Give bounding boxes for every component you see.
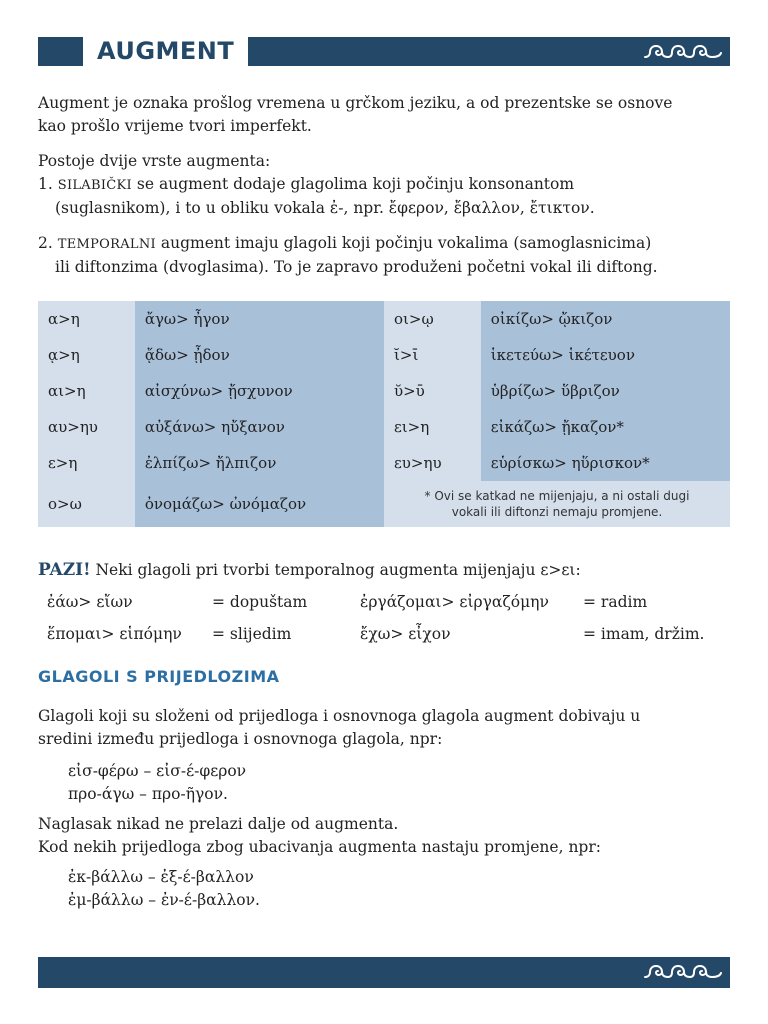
page-title: AUGMENT [97,37,235,65]
example-cell: ἄγω> ἦγον [135,301,384,337]
example-cell: ὀνομάζω> ὠνόμαζον [135,481,384,527]
table-row [38,445,730,481]
rule-cell: ε>η [38,445,135,481]
item1-number: 1. [38,175,53,193]
types-list [38,150,738,220]
p1-line-1: Glagoli koji su složeni od prijedloga i osnovnoga glagola augment dobivaju u [38,707,641,725]
rule-cell: ῠ>ῡ [384,373,481,409]
example-cell: ἱκετεύω> ἱκέτευον [481,337,730,373]
item1-text1: se augment dodaje glagolima koji počinju konsonantom [131,175,575,193]
pazi-meaning: = dopuštam [212,593,308,611]
table-row [38,373,730,409]
pazi-verb: ἔχω> εἶχον [360,625,451,643]
rule-cell: ᾳ>η [38,337,135,373]
item1-term: SILABIČKI [57,178,132,193]
example-line: προ-άγω – προ-ῆγον. [68,785,228,803]
rule-cell: οι>ῳ [384,301,481,337]
intro-line-1: Augment je oznaka prošlog vremena u grčkom jeziku, a od prezentske se osnove [38,94,673,112]
types-intro: Postoje dvije vrste augmenta: [38,152,271,170]
example-line: εἰσ-φέρω – εἰσ-έ-φερον [68,762,247,780]
example-cell: αὐξάνω> ηὔξανον [135,409,384,445]
footer-band [38,957,730,988]
augment-table [38,301,730,527]
table-row [38,301,730,337]
item2-text1: augment imaju glagoli koji počinju vokalima (samoglasnicima) [155,234,652,252]
footnote-line-1: * Ovi se katkad ne mijenjaju, a ni ostali dugi [424,489,690,503]
prepositions-paragraph [38,705,738,751]
intro-paragraph [38,92,738,138]
example-cell: εἰκάζω> ᾔκαζον* [481,409,730,445]
pazi-text: Neki glagoli pri tvorbi temporalnog augmenta mijenjaju ε>ει: [90,561,581,579]
p1-line-2: sredini između prijedloga i osnovnoga glagola, npr: [38,730,443,748]
rule-cell: αι>η [38,373,135,409]
pazi-meaning: = imam, držim. [583,625,705,643]
example-cell: ἐλπίζω> ἤλπιζον [135,445,384,481]
pazi-paragraph [38,559,738,582]
examples-block-2 [68,866,768,912]
p2-line-2: Kod nekih prijedloga zbog ubacivanja augmenta nastaju promjene, npr: [38,838,601,856]
table-row [38,481,730,527]
accent-paragraph [38,813,738,859]
pazi-meaning: = radim [583,593,648,611]
rule-cell: ει>η [384,409,481,445]
rule-cell: ῐ>ῑ [384,337,481,373]
pazi-label: PAZI! [38,560,91,580]
rule-cell: αυ>ηυ [38,409,135,445]
wave-spiral-icon [644,41,722,62]
example-cell: ᾄδω> ᾖδον [135,337,384,373]
table-footnote [384,481,730,527]
pazi-meaning: = slijedim [212,625,292,643]
rule-cell: ο>ω [38,481,135,527]
intro-line-2: kao prošlo vrijeme tvori imperfekt. [38,117,312,135]
item2-number: 2. [38,234,53,252]
example-cell: εὑρίσκω> ηὕρισκον* [481,445,730,481]
example-line: ἐκ-βάλλω – ἐξ-έ-βαλλον [68,868,254,886]
pazi-verb: ἐάω> εἴων [47,593,133,611]
p2-line-1: Naglasak nikad ne prelazi dalje od augmenta. [38,815,399,833]
rule-cell: α>η [38,301,135,337]
example-cell: ὑβρίζω> ὕβριζον [481,373,730,409]
footnote-line-2: vokali ili diftonzi nemaju promjene. [451,505,663,519]
item2-text2: ili diftonzima (dvoglasima). To je zapravo produženi početni vokal ili diftong. [55,258,658,276]
item1-text2: (suglasnikom), i to u obliku vokala ἐ-, npr. ἔφερον, ἔβαλλον, ἔτικτον. [55,199,595,217]
section-heading: GLAGOLI S PRIJEDLOZIMA [38,667,280,686]
examples-block-1 [68,760,768,806]
wave-spiral-icon [644,961,722,982]
item2-term: TEMPORALNI [57,237,156,252]
example-cell: αἰσχύνω> ᾔσχυνον [135,373,384,409]
header-band-left [38,37,83,66]
table-row [38,337,730,373]
pazi-verb: ἐργάζομαι> εἰργαζόμην [360,593,549,611]
header-band-right [248,37,730,66]
types-item2 [38,232,738,279]
table-row [38,409,730,445]
pazi-verb: ἕπομαι> εἱπόμην [47,625,182,643]
example-line: ἐμ-βάλλω – ἐν-έ-βαλλον. [68,891,260,909]
example-cell: οἰκίζω> ᾤκιζον [481,301,730,337]
rule-cell: ευ>ηυ [384,445,481,481]
